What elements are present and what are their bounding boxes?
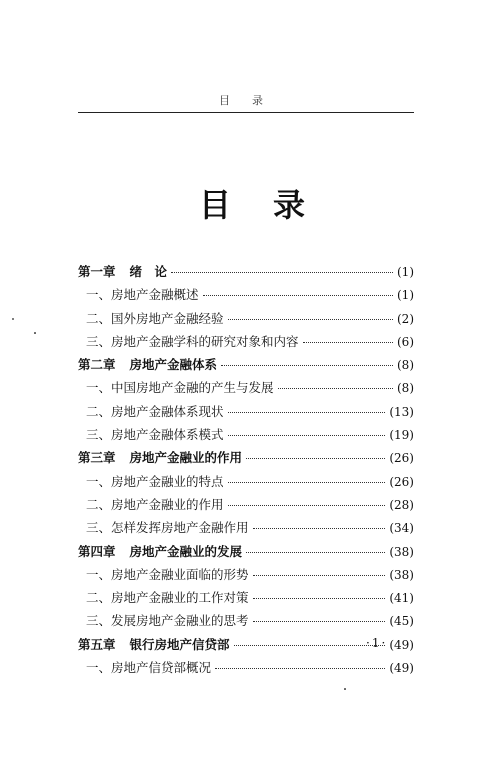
- toc-section-entry: [78, 285, 414, 308]
- section-title: 三、怎样发挥房地产金融作用: [86, 520, 249, 536]
- toc-section-entry: [78, 565, 414, 588]
- section-title: 一、房地产金融业的特点: [86, 473, 224, 489]
- toc-section-entry: [78, 588, 414, 611]
- dot-leader: [228, 319, 393, 320]
- toc-chapter-entry: [78, 262, 414, 285]
- page-title: 目录: [198, 186, 347, 224]
- running-header: 目录: [219, 94, 285, 107]
- toc-page-number: (41): [389, 591, 414, 606]
- toc-section-entry: [78, 425, 414, 448]
- chapter-label: 第二章: [78, 357, 116, 373]
- toc-chapter-entry: [78, 355, 414, 378]
- table-of-contents: [78, 262, 414, 681]
- toc-page-number: (8): [397, 381, 414, 396]
- dot-leader: [228, 482, 386, 483]
- toc-page-number: (34): [389, 521, 414, 536]
- toc-section-entry: [78, 402, 414, 425]
- toc-section-entry: [78, 332, 414, 355]
- toc-section-entry: [78, 495, 414, 518]
- section-title: 三、房地产金融体系模式: [86, 427, 224, 443]
- section-title: 二、房地产金融业的作用: [86, 496, 224, 512]
- section-title: 一、中国房地产金融的产生与发展: [86, 380, 274, 396]
- section-title: 二、房地产金融体系现状: [86, 403, 224, 419]
- chapter-title: 房地产金融业的发展: [129, 543, 243, 559]
- dot-leader: [253, 575, 386, 576]
- dot-leader: [253, 621, 386, 622]
- toc-page-number: (28): [389, 497, 414, 512]
- dot-leader: [203, 295, 393, 296]
- toc-page-number: (19): [389, 428, 414, 443]
- toc-page-number: (1): [397, 265, 414, 279]
- toc-page-number: (38): [389, 544, 414, 559]
- toc-section-entry: [78, 309, 414, 332]
- dot-leader: [303, 342, 393, 343]
- chapter-title: 银行房地产信贷部: [129, 636, 230, 652]
- toc-page-number: (26): [389, 474, 414, 489]
- section-title: 一、房地产金融业面临的形势: [86, 566, 249, 582]
- toc-page-number: (49): [389, 637, 414, 652]
- dot-leader: [215, 668, 385, 669]
- chapter-title: 绪 论: [129, 264, 168, 279]
- toc-page-number: (1): [397, 288, 414, 303]
- toc-page-number: (38): [389, 567, 414, 582]
- section-title: 三、发展房地产金融业的思考: [86, 613, 249, 629]
- toc-page-number: (8): [397, 358, 414, 373]
- toc-page-number: (13): [389, 404, 414, 419]
- scan-speck: [344, 688, 346, 690]
- dot-leader: [253, 528, 386, 529]
- chapter-label: 第四章: [78, 543, 116, 559]
- dot-leader: [171, 272, 393, 273]
- toc-chapter-entry: [78, 635, 414, 658]
- toc-page-number: (6): [397, 334, 414, 349]
- dot-leader: [246, 458, 385, 459]
- dot-leader: [228, 412, 386, 413]
- chapter-title: 房地产金融体系: [129, 357, 218, 373]
- toc-section-entry: [78, 378, 414, 401]
- scan-speck: [34, 332, 36, 334]
- toc-chapter-entry: [78, 448, 414, 471]
- toc-page-number: (26): [389, 451, 414, 466]
- dot-leader: [228, 435, 386, 436]
- dot-leader: [246, 552, 385, 553]
- page-number: ·1·: [366, 636, 388, 650]
- dot-leader: [253, 598, 386, 599]
- chapter-label: 第一章: [78, 264, 116, 279]
- toc-page-number: (45): [389, 614, 414, 629]
- dot-leader: [221, 365, 393, 366]
- section-title: 二、国外房地产金融经验: [86, 310, 224, 326]
- chapter-label: 第五章: [78, 636, 116, 652]
- section-title: 一、房地产信贷部概况: [86, 660, 212, 676]
- toc-chapter-entry: [78, 542, 414, 565]
- scan-speck: [12, 318, 14, 320]
- dot-leader: [278, 388, 393, 389]
- toc-section-entry: [78, 472, 414, 495]
- section-title: 二、房地产金融业的工作对策: [86, 590, 249, 606]
- chapter-label: 第三章: [78, 450, 116, 466]
- toc-page-number: (49): [389, 661, 414, 676]
- dot-leader: [234, 645, 386, 646]
- toc-page-number: (2): [397, 311, 414, 326]
- toc-section-entry: [78, 518, 414, 541]
- chapter-title: 房地产金融业的作用: [129, 450, 243, 466]
- toc-section-entry: [78, 611, 414, 634]
- dot-leader: [228, 505, 386, 506]
- section-title: 三、房地产金融学科的研究对象和内容: [86, 333, 299, 349]
- toc-section-entry: [78, 658, 414, 681]
- section-title: 一、房地产金融概述: [86, 287, 199, 303]
- header-rule: [78, 112, 414, 113]
